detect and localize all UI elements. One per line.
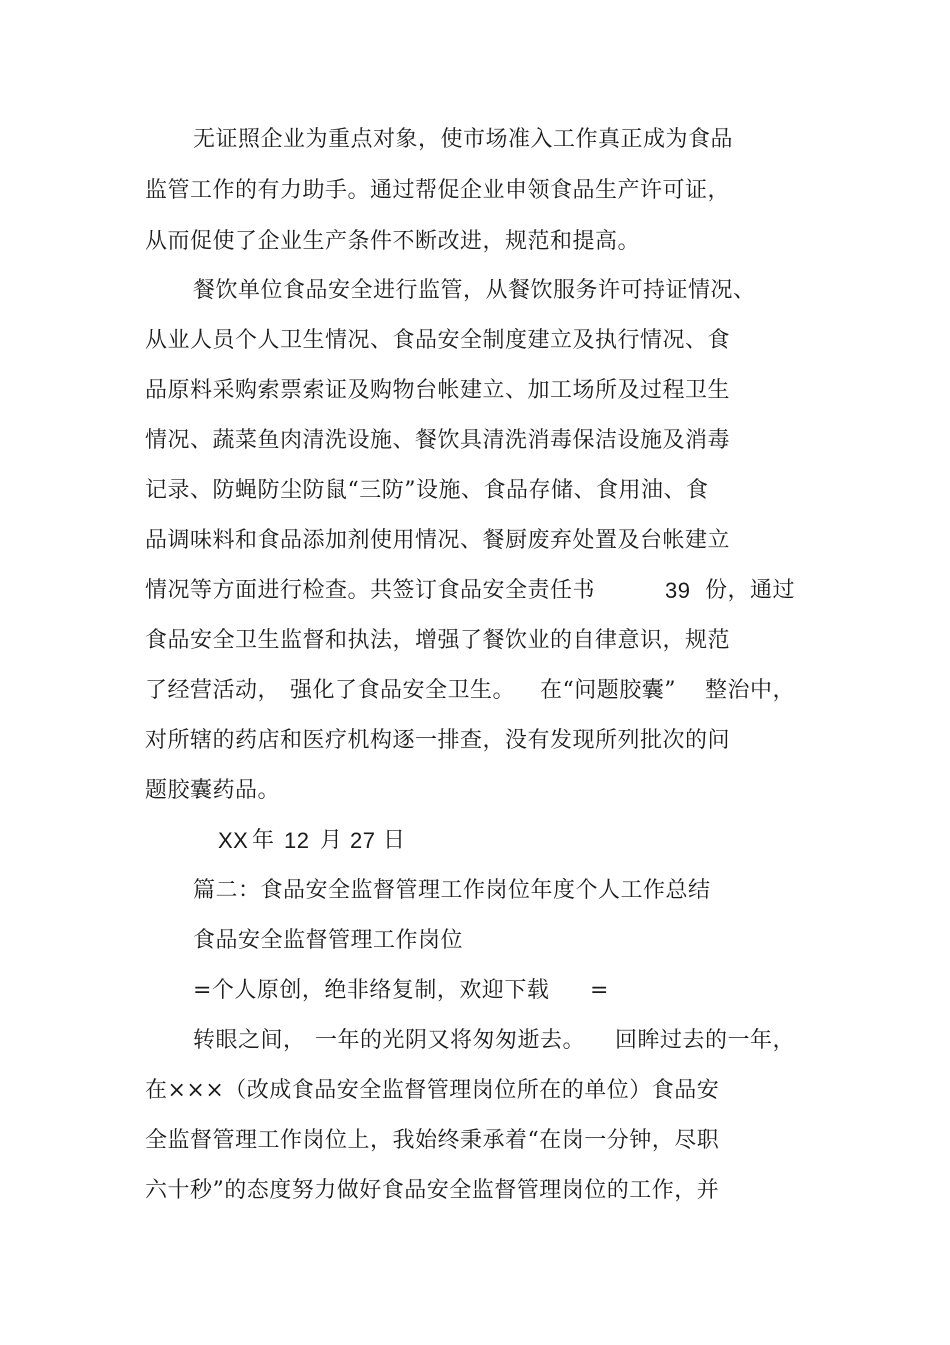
date-day-char: 日 [383, 828, 406, 853]
date-day-number: 27 [350, 828, 376, 853]
paragraph-line: 情况等方面进行检查。共签订食品安全责任书 [145, 578, 596, 603]
date-month-char: 月 [320, 828, 343, 853]
paragraph-line: 从业人员个人卫生情况、食品安全制度建立及执行情况、食 [145, 328, 731, 353]
section-heading: 篇二：食品安全监督管理工作岗位年度个人工作总结 [193, 878, 711, 903]
paragraph-line: 品调味料和食品添加剂使用情况、餐厨废弃处置及台帐建立 [145, 528, 731, 553]
paragraph-fragment: 一年的光阴又将匆匆逝去。 [315, 1028, 586, 1053]
contract-count: 39 [665, 578, 691, 603]
paragraph-line: 从而促使了企业生产条件不断改进，规范和提高。 [145, 229, 641, 254]
paragraph-line: 题胶囊药品。 [145, 778, 281, 803]
section-subtitle: 食品安全监督管理工作岗位 [193, 928, 464, 953]
paragraph-line: 了经营活动， [145, 678, 281, 703]
paragraph-line: 在×××（改成食品安全监督管理岗位所在的单位）食品安 [145, 1078, 720, 1103]
paragraph-line: =个人原创，绝非络复制，欢迎下载 [193, 978, 550, 1003]
paragraph-fragment: = [590, 978, 609, 1003]
paragraph-line: 六十秒”的态度努力做好食品安全监督管理岗位的工作，并 [145, 1178, 720, 1203]
date-year-char: 年 [252, 828, 275, 853]
date-prefix: XX [218, 828, 249, 853]
paragraph-line: 情况、蔬菜鱼肉清洗设施、餐饮具清洗消毒保洁设施及消毒 [145, 428, 731, 453]
paragraph-line: 对所辖的药店和医疗机构逐一排查，没有发现所列批次的问 [145, 728, 731, 753]
paragraph-line: 无证照企业为重点对象，使市场准入工作真正成为食品 [193, 127, 734, 152]
paragraph-fragment: 份，通过 [705, 578, 796, 603]
paragraph-line: 记录、防蝇防尘防鼠“三防”设施、食品存储、食用油、食 [145, 478, 709, 503]
paragraph-fragment: 整治中， [705, 678, 796, 703]
paragraph-line: 食品安全卫生监督和执法，增强了餐饮业的自律意识，规范 [145, 628, 731, 653]
paragraph-fragment: 在“问题胶囊” [540, 678, 676, 703]
paragraph-fragment: 强化了食品安全卫生。 [290, 678, 516, 703]
paragraph-line: 转眼之间， [193, 1028, 306, 1053]
paragraph-line: 全监督管理工作岗位上，我始终秉承着“在岗一分钟，尽职 [145, 1128, 720, 1153]
paragraph-fragment: 回眸过去的一年， [615, 1028, 796, 1053]
paragraph-line: 品原料采购索票索证及购物台帐建立、加工场所及过程卫生 [145, 378, 731, 403]
paragraph-line: 监管工作的有力助手。通过帮促企业申领食品生产许可证， [145, 178, 731, 203]
date-month-number: 12 [284, 828, 310, 853]
paragraph-line: 餐饮单位食品安全进行监管，从餐饮服务许可持证情况、 [193, 278, 756, 303]
